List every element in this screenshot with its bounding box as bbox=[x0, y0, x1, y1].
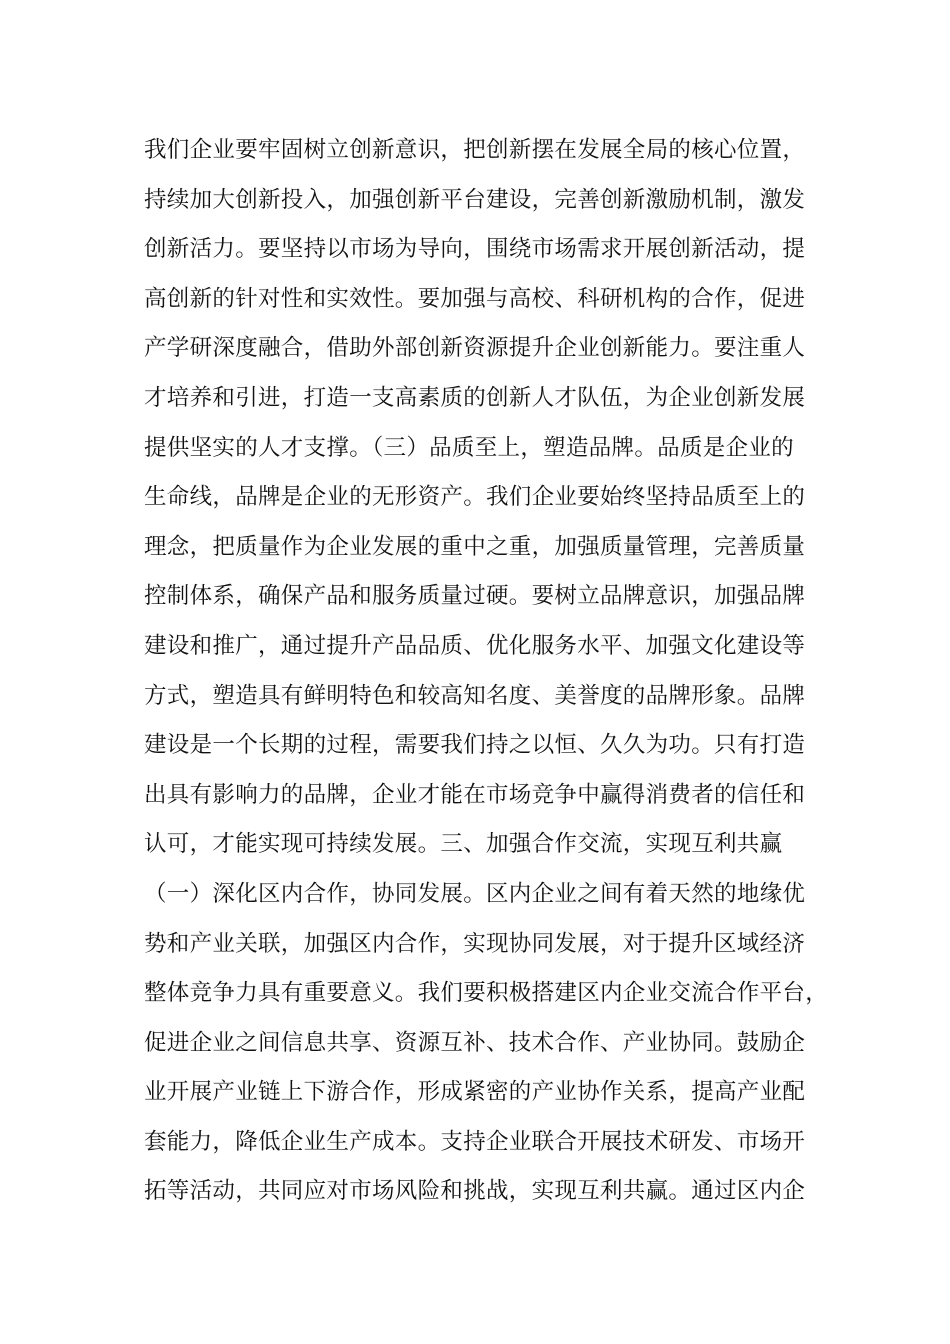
text-line: 理念，把质量作为企业发展的重中之重，加强质量管理，完善质量 bbox=[144, 533, 806, 560]
text-line: 控制体系，确保产品和服务质量过硬。要树立品牌意识，加强品牌 bbox=[144, 583, 806, 610]
text-line: 业开展产业链上下游合作，形成紧密的产业协作关系，提高产业配 bbox=[144, 1079, 806, 1106]
text-line: 建设是一个长期的过程，需要我们持之以恒、久久为功。只有打造 bbox=[144, 732, 806, 759]
text-line: 才培养和引进，打造一支高素质的创新人才队伍，为企业创新发展 bbox=[144, 384, 806, 411]
text-line: 出具有影响力的品牌，企业才能在市场竞争中赢得消费者的信任和 bbox=[144, 781, 806, 808]
text-line: 方式，塑造具有鲜明特色和较高知名度、美誉度的品牌形象。品牌 bbox=[144, 682, 806, 709]
text-line: 创新活力。要坚持以市场为导向，围绕市场需求开展创新活动，提 bbox=[144, 236, 806, 263]
text-line: 建设和推广，通过提升产品品质、优化服务水平、加强文化建设等 bbox=[144, 632, 806, 659]
text-line: 高创新的针对性和实效性。要加强与高校、科研机构的合作，促进 bbox=[144, 285, 806, 312]
text-line: （一）深化区内合作，协同发展。区内企业之间有着天然的地缘优 bbox=[144, 880, 806, 907]
text-line: 生命线，品牌是企业的无形资产。我们企业要始终坚持品质至上的 bbox=[144, 484, 806, 511]
text-line: 持续加大创新投入，加强创新平台建设，完善创新激励机制，激发 bbox=[144, 186, 806, 213]
text-line: 我们企业要牢固树立创新意识，把创新摆在发展全局的核心位置， bbox=[144, 137, 806, 163]
text-line: 拓等活动，共同应对市场风险和挑战，实现互利共赢。通过区内企 bbox=[144, 1178, 806, 1205]
text-line: 套能力，降低企业生产成本。支持企业联合开展技术研发、市场开 bbox=[144, 1128, 806, 1155]
text-line: 产学研深度融合，借助外部创新资源提升企业创新能力。要注重人 bbox=[144, 335, 806, 362]
text-line: 认可，才能实现可持续发展。三、加强合作交流，实现互利共赢 bbox=[144, 831, 783, 858]
text-line: 整体竞争力具有重要意义。我们要积极搭建区内企业交流合作平台， bbox=[144, 980, 829, 1007]
text-line: 势和产业关联，加强区内合作，实现协同发展，对于提升区域经济 bbox=[144, 930, 806, 957]
text-line: 提供坚实的人才支撑。（三）品质至上，塑造品牌。品质是企业的 bbox=[144, 434, 794, 461]
text-line: 促进企业之间信息共享、资源互补、技术合作、产业协同。鼓励企 bbox=[144, 1029, 806, 1056]
body-text bbox=[144, 126, 829, 1217]
